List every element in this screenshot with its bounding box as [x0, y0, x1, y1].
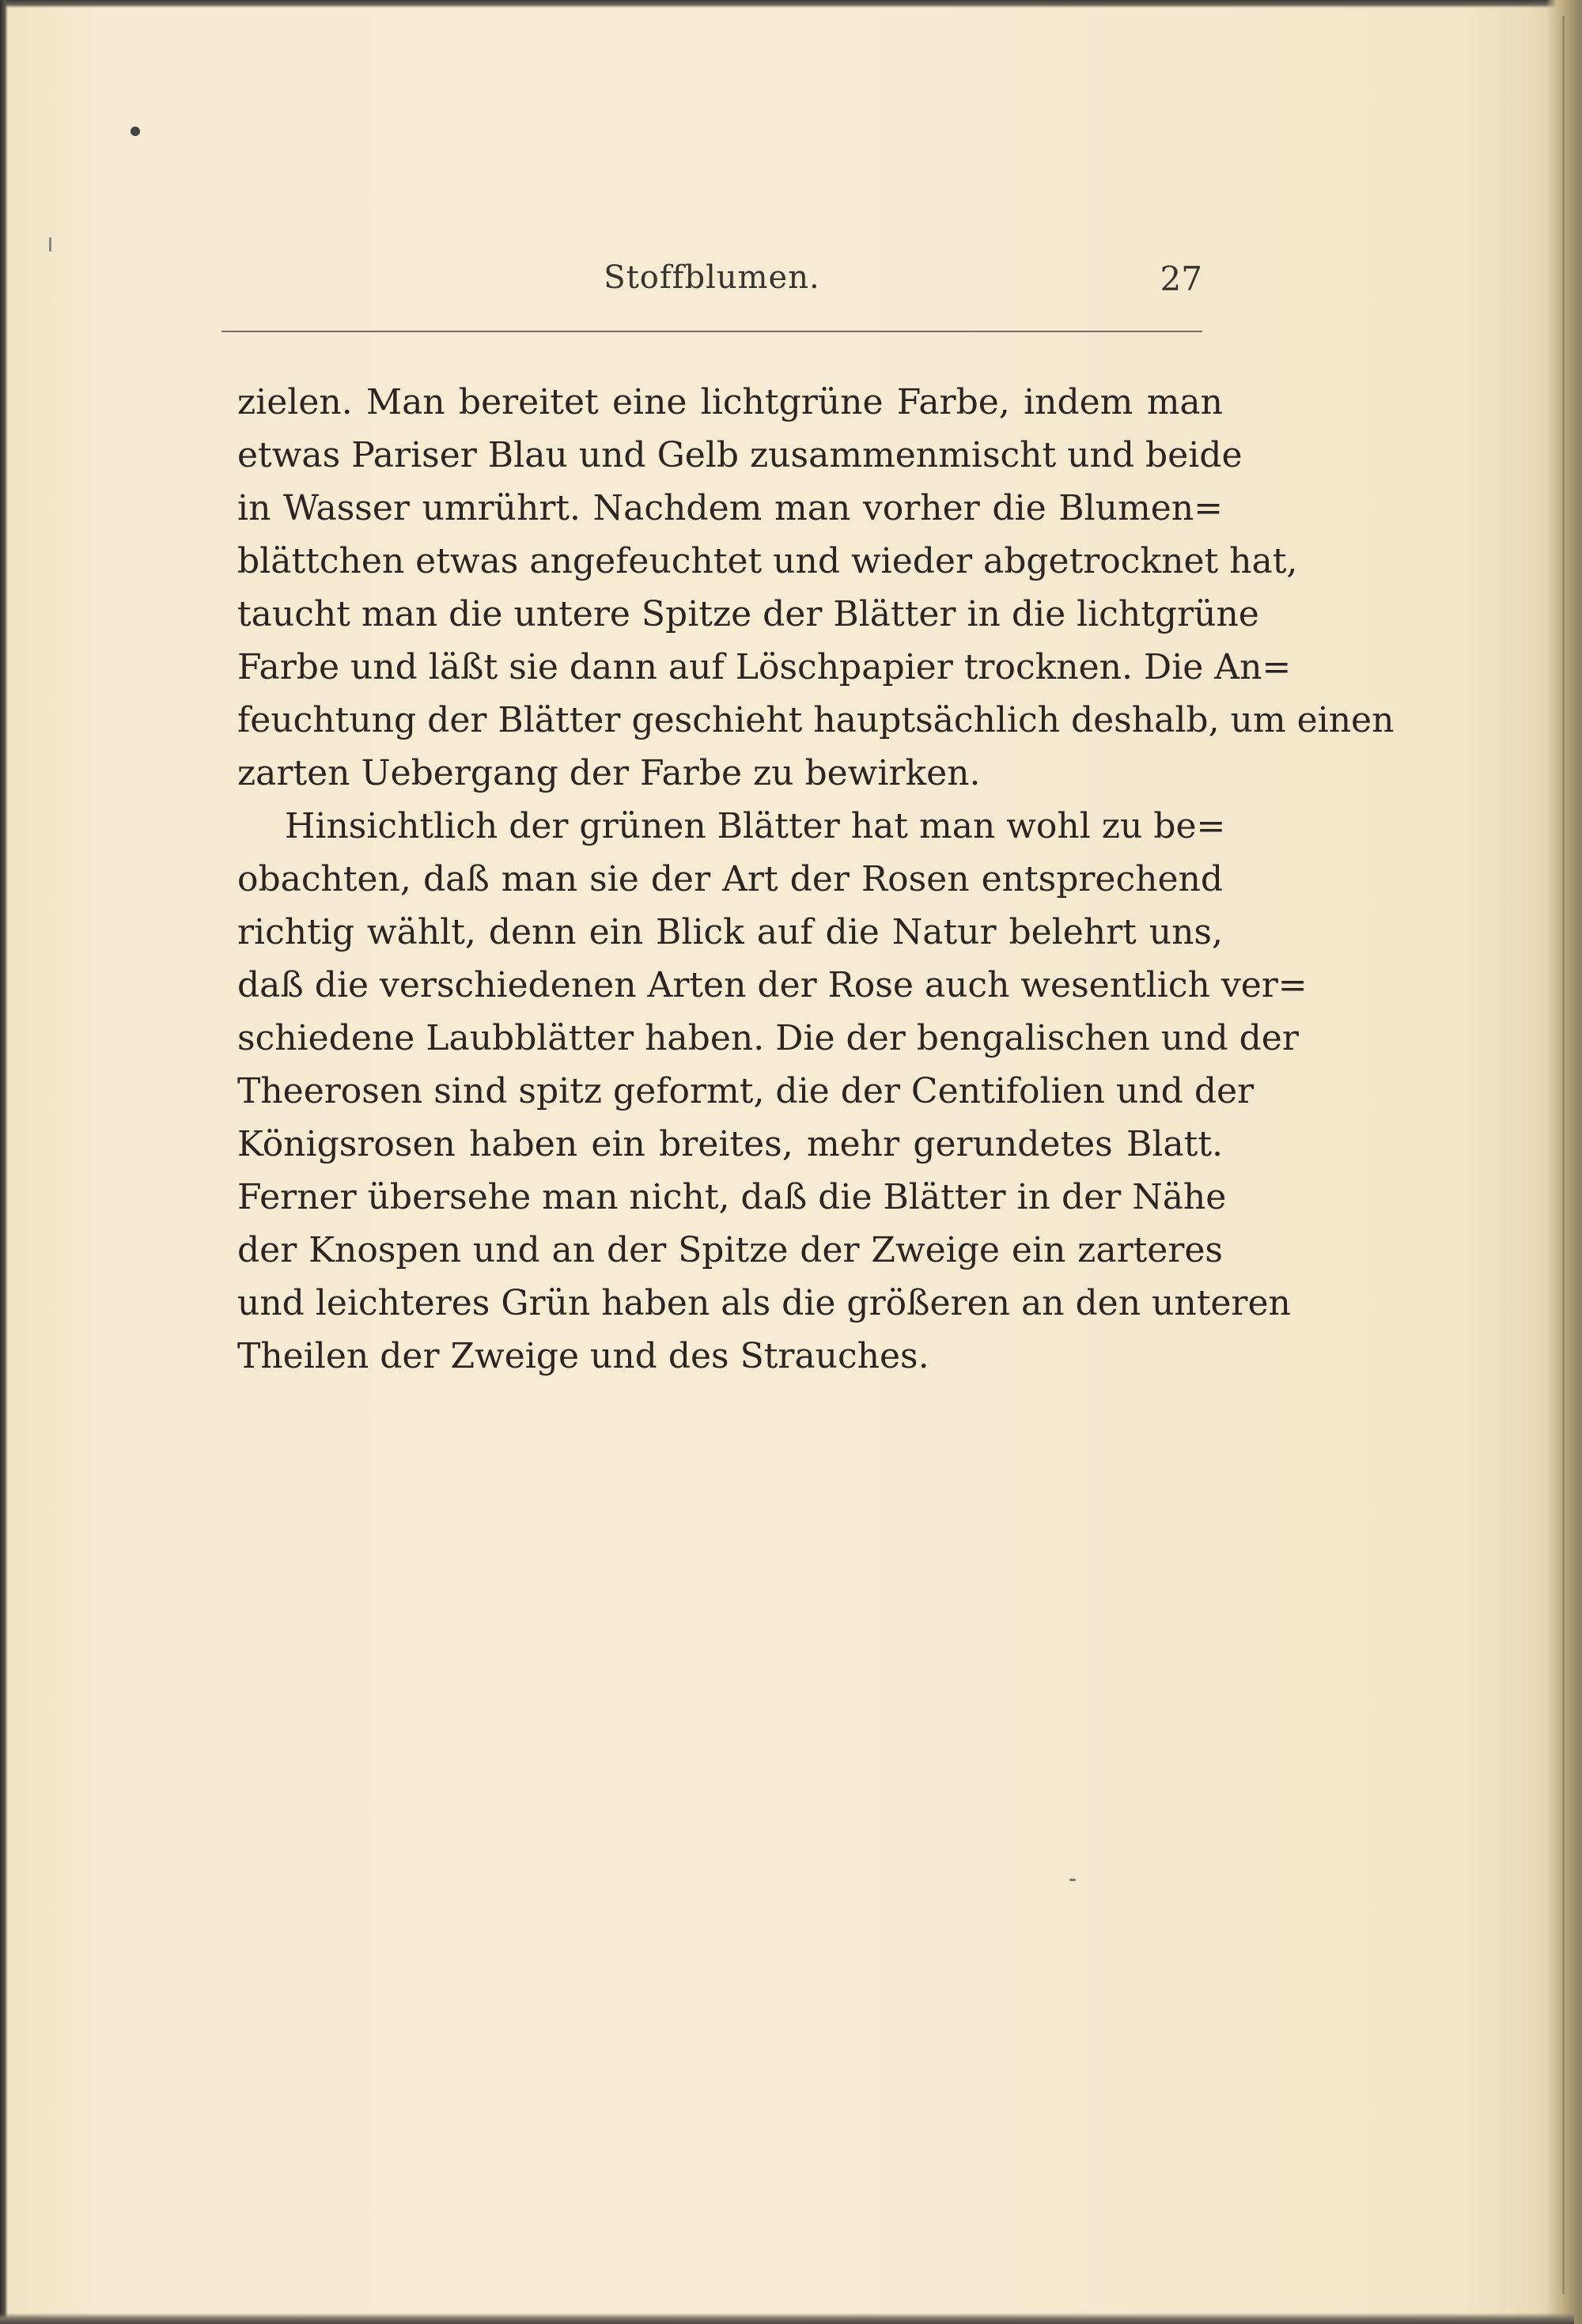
text-line: schiedene Laubblätter haben. Die der bengalischen und der	[237, 1018, 1299, 1058]
paragraph-1	[237, 376, 1395, 800]
text-line: zielen. Man bereitet eine lichtgrüne Farbe, indem man	[237, 382, 1223, 422]
text-line: feuchtung der Blätter geschieht hauptsächlich deshalb, um einen	[237, 700, 1395, 740]
ink-speck	[1069, 1879, 1076, 1881]
running-head	[221, 259, 1202, 307]
text-line: zarten Uebergang der Farbe zu bewirken.	[237, 753, 981, 793]
text-line: der Knospen und an der Spitze der Zweige ein zarteres	[237, 1230, 1223, 1270]
paragraph-2	[237, 800, 1308, 1383]
ink-speck	[49, 237, 51, 252]
text-line: und leichteres Grün haben als die größeren an den unteren	[237, 1283, 1291, 1323]
text-line: Theilen der Zweige und des Strauches.	[237, 1336, 929, 1376]
page-left-edge	[0, 0, 8, 2324]
text-line: Theerosen sind spitz geformt, die der Centifolien und der	[237, 1071, 1255, 1111]
text-line: in Wasser umrührt. Nachdem man vorher die Blumen=	[237, 488, 1223, 528]
text-line: taucht man die untere Spitze der Blätter in die lichtgrüne	[237, 594, 1259, 634]
text-line: Königsrosen haben ein breites, mehr gerundetes Blatt.	[237, 1124, 1223, 1164]
text-line: richtig wählt, denn ein Blick auf die Natur belehrt uns,	[237, 912, 1223, 952]
page-gutter-line	[1562, 16, 1565, 2294]
text-line: daß die verschiedenen Arten der Rose auch wesentlich ver=	[237, 965, 1308, 1005]
page-number: 27	[1160, 259, 1202, 298]
ink-speck	[131, 127, 140, 136]
text-line: Farbe und läßt sie dann auf Löschpapier trocknen. Die An=	[237, 647, 1292, 687]
body-text	[237, 376, 1395, 1404]
text-line: blättchen etwas angefeuchtet und wieder abgetrocknet hat,	[237, 541, 1298, 581]
page-bottom-edge	[0, 2313, 1574, 2324]
text-line: Hinsichtlich der grünen Blätter hat man wohl zu be=	[285, 806, 1226, 846]
text-line: etwas Pariser Blau und Gelb zusammenmischt und beide	[237, 435, 1243, 475]
page-top-edge	[0, 0, 1562, 8]
text-line: Ferner übersehe man nicht, daß die Blätter in der Nähe	[237, 1177, 1227, 1217]
page-title: Stoffblumen.	[604, 259, 820, 296]
header-rule	[221, 331, 1202, 332]
text-line: obachten, daß man sie der Art der Rosen entsprechend	[237, 859, 1223, 899]
